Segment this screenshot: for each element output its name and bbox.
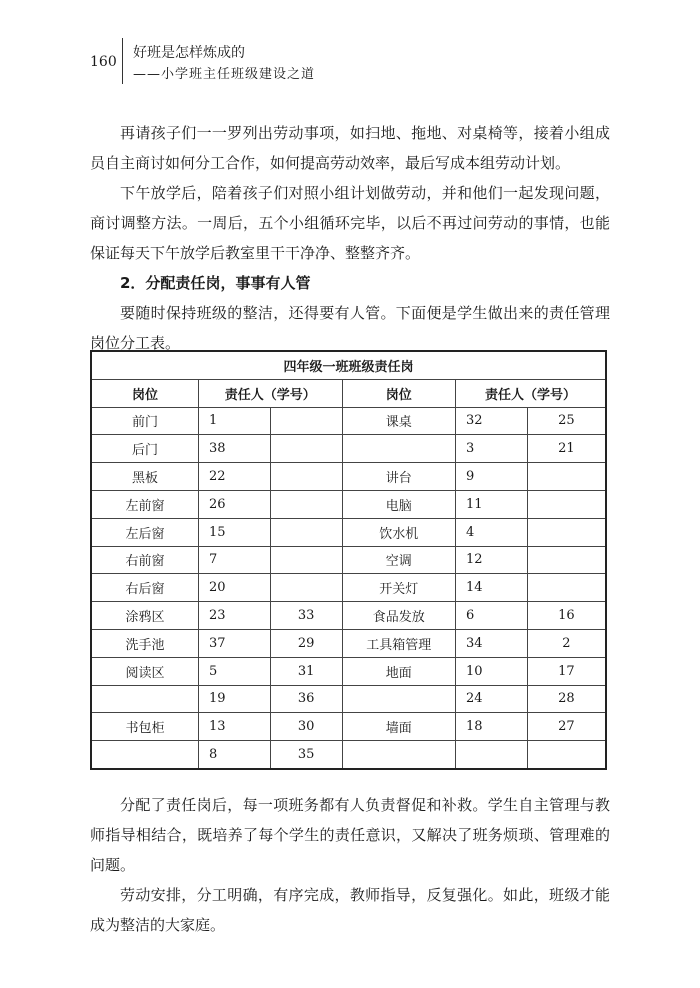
post-cell: 左后窗 <box>91 518 199 546</box>
student-id-cell <box>270 435 342 463</box>
student-id-cell: 19 <box>199 685 271 713</box>
table-row <box>91 741 606 769</box>
table-body <box>91 407 606 769</box>
post-cell: 墙面 <box>342 713 455 741</box>
table-row <box>91 574 606 602</box>
book-subtitle: ——小学班主任班级建设之道 <box>133 67 316 82</box>
book-title: 好班是怎样炼成的 <box>133 45 245 61</box>
student-id-cell: 1 <box>199 407 271 435</box>
post-cell <box>91 685 199 713</box>
post-cell: 课桌 <box>342 407 455 435</box>
student-id-cell: 34 <box>455 629 527 657</box>
post-cell: 讲台 <box>342 463 455 491</box>
table-header-row <box>91 379 606 407</box>
post-cell: 涂鸦区 <box>91 602 199 630</box>
student-id-cell <box>270 518 342 546</box>
table-row <box>91 435 606 463</box>
student-id-cell <box>270 546 342 574</box>
student-id-cell: 13 <box>199 713 271 741</box>
post-cell: 书包柜 <box>91 713 199 741</box>
table-row <box>91 518 606 546</box>
student-id-cell: 18 <box>455 713 527 741</box>
post-cell: 前门 <box>91 407 199 435</box>
student-id-cell: 7 <box>199 546 271 574</box>
paragraph: 下午放学后，陪着孩子们对照小组计划做劳动，并和他们一起发现问题，商讨调整方法。一周后，五个小组循环完毕，以后不再过问劳动的事情，也能保证每天下午放学后教室里干干净净、整整齐齐。 <box>90 184 610 262</box>
paragraph: 劳动安排，分工明确，有序完成，教师指导，反复强化。如此，班级才能成为整洁的大家庭。 <box>90 886 610 934</box>
student-id-cell: 17 <box>527 657 606 685</box>
student-id-cell: 15 <box>199 518 271 546</box>
post-cell: 右前窗 <box>91 546 199 574</box>
student-id-cell: 12 <box>455 546 527 574</box>
column-header: 岗位 <box>91 379 199 407</box>
page-header <box>90 38 610 88</box>
post-cell: 黑板 <box>91 463 199 491</box>
student-id-cell: 36 <box>270 685 342 713</box>
student-id-cell: 4 <box>455 518 527 546</box>
responsibility-table <box>90 350 607 770</box>
student-id-cell: 35 <box>270 741 342 769</box>
table-row <box>91 602 606 630</box>
student-id-cell <box>270 463 342 491</box>
table-row <box>91 490 606 518</box>
post-cell: 阅读区 <box>91 657 199 685</box>
student-id-cell <box>527 741 606 769</box>
header-divider <box>122 38 123 84</box>
student-id-cell: 14 <box>455 574 527 602</box>
student-id-cell <box>270 490 342 518</box>
column-header: 责任人（学号） <box>455 379 606 407</box>
student-id-cell: 23 <box>199 602 271 630</box>
table-row <box>91 713 606 741</box>
post-cell <box>342 741 455 769</box>
student-id-cell: 38 <box>199 435 271 463</box>
student-id-cell <box>527 463 606 491</box>
table-row <box>91 685 606 713</box>
table-row <box>91 407 606 435</box>
student-id-cell: 9 <box>455 463 527 491</box>
student-id-cell <box>455 741 527 769</box>
body-text-bottom <box>90 790 610 940</box>
table-row <box>91 629 606 657</box>
student-id-cell: 21 <box>527 435 606 463</box>
post-cell: 工具箱管理 <box>342 629 455 657</box>
student-id-cell: 20 <box>199 574 271 602</box>
section-heading: 2．分配责任岗，事事有人管 <box>120 274 311 292</box>
student-id-cell <box>527 490 606 518</box>
post-cell: 食品发放 <box>342 602 455 630</box>
paragraph: 再请孩子们一一罗列出劳动事项，如扫地、拖地、对桌椅等，接着小组成员自主商讨如何分工合作，如何提高劳动效率，最后写成本组劳动计划。 <box>90 124 610 172</box>
student-id-cell: 31 <box>270 657 342 685</box>
student-id-cell <box>270 407 342 435</box>
student-id-cell: 16 <box>527 602 606 630</box>
student-id-cell <box>527 518 606 546</box>
column-header: 岗位 <box>342 379 455 407</box>
paragraph: 要随时保持班级的整洁，还得要有人管。下面便是学生做出来的责任管理岗位分工表。 <box>90 304 610 352</box>
table-caption: 四年级一班班级责任岗 <box>91 351 606 379</box>
student-id-cell: 26 <box>199 490 271 518</box>
student-id-cell: 29 <box>270 629 342 657</box>
post-cell: 洗手池 <box>91 629 199 657</box>
page-number: 160 <box>90 54 117 70</box>
post-cell: 电脑 <box>342 490 455 518</box>
student-id-cell: 5 <box>199 657 271 685</box>
student-id-cell: 8 <box>199 741 271 769</box>
post-cell: 地面 <box>342 657 455 685</box>
post-cell: 饮水机 <box>342 518 455 546</box>
student-id-cell: 28 <box>527 685 606 713</box>
student-id-cell: 27 <box>527 713 606 741</box>
student-id-cell <box>527 546 606 574</box>
column-header: 责任人（学号） <box>199 379 342 407</box>
table-row <box>91 546 606 574</box>
student-id-cell <box>527 574 606 602</box>
body-text-top <box>90 118 610 358</box>
student-id-cell: 32 <box>455 407 527 435</box>
student-id-cell: 24 <box>455 685 527 713</box>
student-id-cell: 33 <box>270 602 342 630</box>
post-cell: 开关灯 <box>342 574 455 602</box>
post-cell <box>342 435 455 463</box>
student-id-cell: 10 <box>455 657 527 685</box>
student-id-cell: 37 <box>199 629 271 657</box>
student-id-cell: 25 <box>527 407 606 435</box>
post-cell <box>91 741 199 769</box>
post-cell: 右后窗 <box>91 574 199 602</box>
student-id-cell: 3 <box>455 435 527 463</box>
post-cell: 空调 <box>342 546 455 574</box>
paragraph: 分配了责任岗后，每一项班务都有人负责督促和补救。学生自主管理与教师指导相结合，既培养了每个学生的责任意识，又解决了班务烦琐、管理难的问题。 <box>90 796 610 874</box>
post-cell <box>342 685 455 713</box>
table-row <box>91 657 606 685</box>
student-id-cell: 11 <box>455 490 527 518</box>
post-cell: 左前窗 <box>91 490 199 518</box>
student-id-cell: 6 <box>455 602 527 630</box>
table-row <box>91 463 606 491</box>
post-cell: 后门 <box>91 435 199 463</box>
student-id-cell: 22 <box>199 463 271 491</box>
student-id-cell: 30 <box>270 713 342 741</box>
student-id-cell <box>270 574 342 602</box>
student-id-cell: 2 <box>527 629 606 657</box>
